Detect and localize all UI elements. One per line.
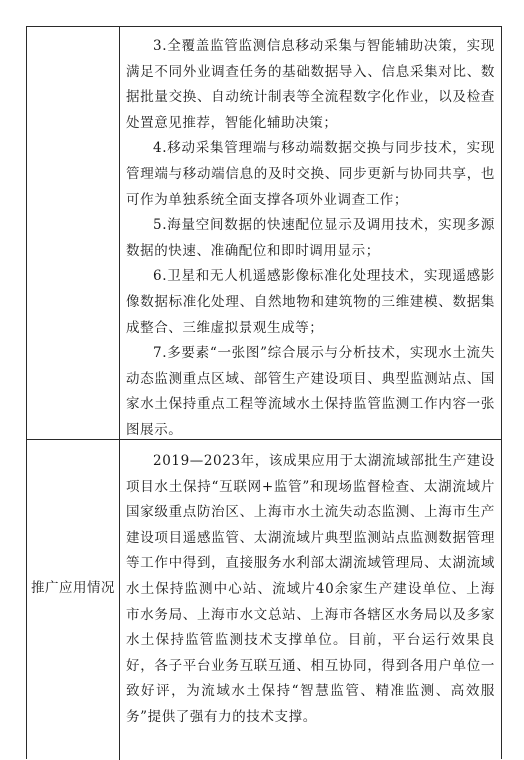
paragraph-item-7: 7.多要素“一张图”综合展示与分析技术，实现水土流失动态监测重点区域、部管生产建设项目、典型监测站点、国家水土保持重点工程等流域水土保持监管监测工作内容一张图展示。	[126, 345, 495, 438]
table-row	[27, 27, 501, 440]
paragraph-item-3: 3.全覆盖监管监测信息移动采集与智能辅助决策，实现满足不同外业调查任务的基础数据导入、信息采集对比、数据批量交换、自动统计制表等全流程数字化作业，以及检查处置意见推荐，智能化辅助决策；	[126, 38, 495, 131]
paragraph-item-6: 6.卫星和无人机遥感影像标准化处理技术，实现遥感影像数据标准化处理、自然地物和建筑物的三维建模、数据集成整合、三维虚拟景观生成等；	[126, 268, 495, 336]
promotion-paragraph: 2019—2023年，该成果应用于太湖流域部批生产建设项目水土保持“互联网+监管”和现场监督检查、太湖流域片国家级重点防治区、上海市水土流失动态监测、上海市生产建设项目遥感监管、太湖流域片典型监测站点监测数据管理等工作中得到，直接服务水利部太湖流域管理局、太湖流域水土保持监测中心站、流域片40余家生产建设单位、上海市水务局、上海市水文总站、上海市各辖区水务局以及多家水土保持监管监测技术支撑单位。目前，平台运行效果良好，各子平台业务互联互通、相互协同，得到各用户单位一致好评，为流域水土保持“智慧监管、精准监测、高效服务”提供了强有力的技术支撑。	[126, 453, 495, 725]
paragraph-item-5: 5.海量空间数据的快速配位显示及调用技术，实现多源数据的快速、准确配位和即时调用显示；	[126, 217, 495, 259]
paragraph-item-4: 4.移动采集管理端与移动端数据交换与同步技术，实现管理端与移动端信息的及时交换、同步更新与协同共享，也可作为单独系统全面支撑各项外业调查工作；	[126, 140, 495, 208]
row-label-cell	[27, 440, 120, 760]
content-table	[26, 26, 502, 759]
row-label-promotion: 推广应用情况	[31, 580, 115, 596]
row-content-cell	[120, 27, 501, 439]
row-label-cell	[27, 27, 120, 439]
row-content-cell	[120, 440, 501, 760]
table-row	[27, 440, 501, 760]
